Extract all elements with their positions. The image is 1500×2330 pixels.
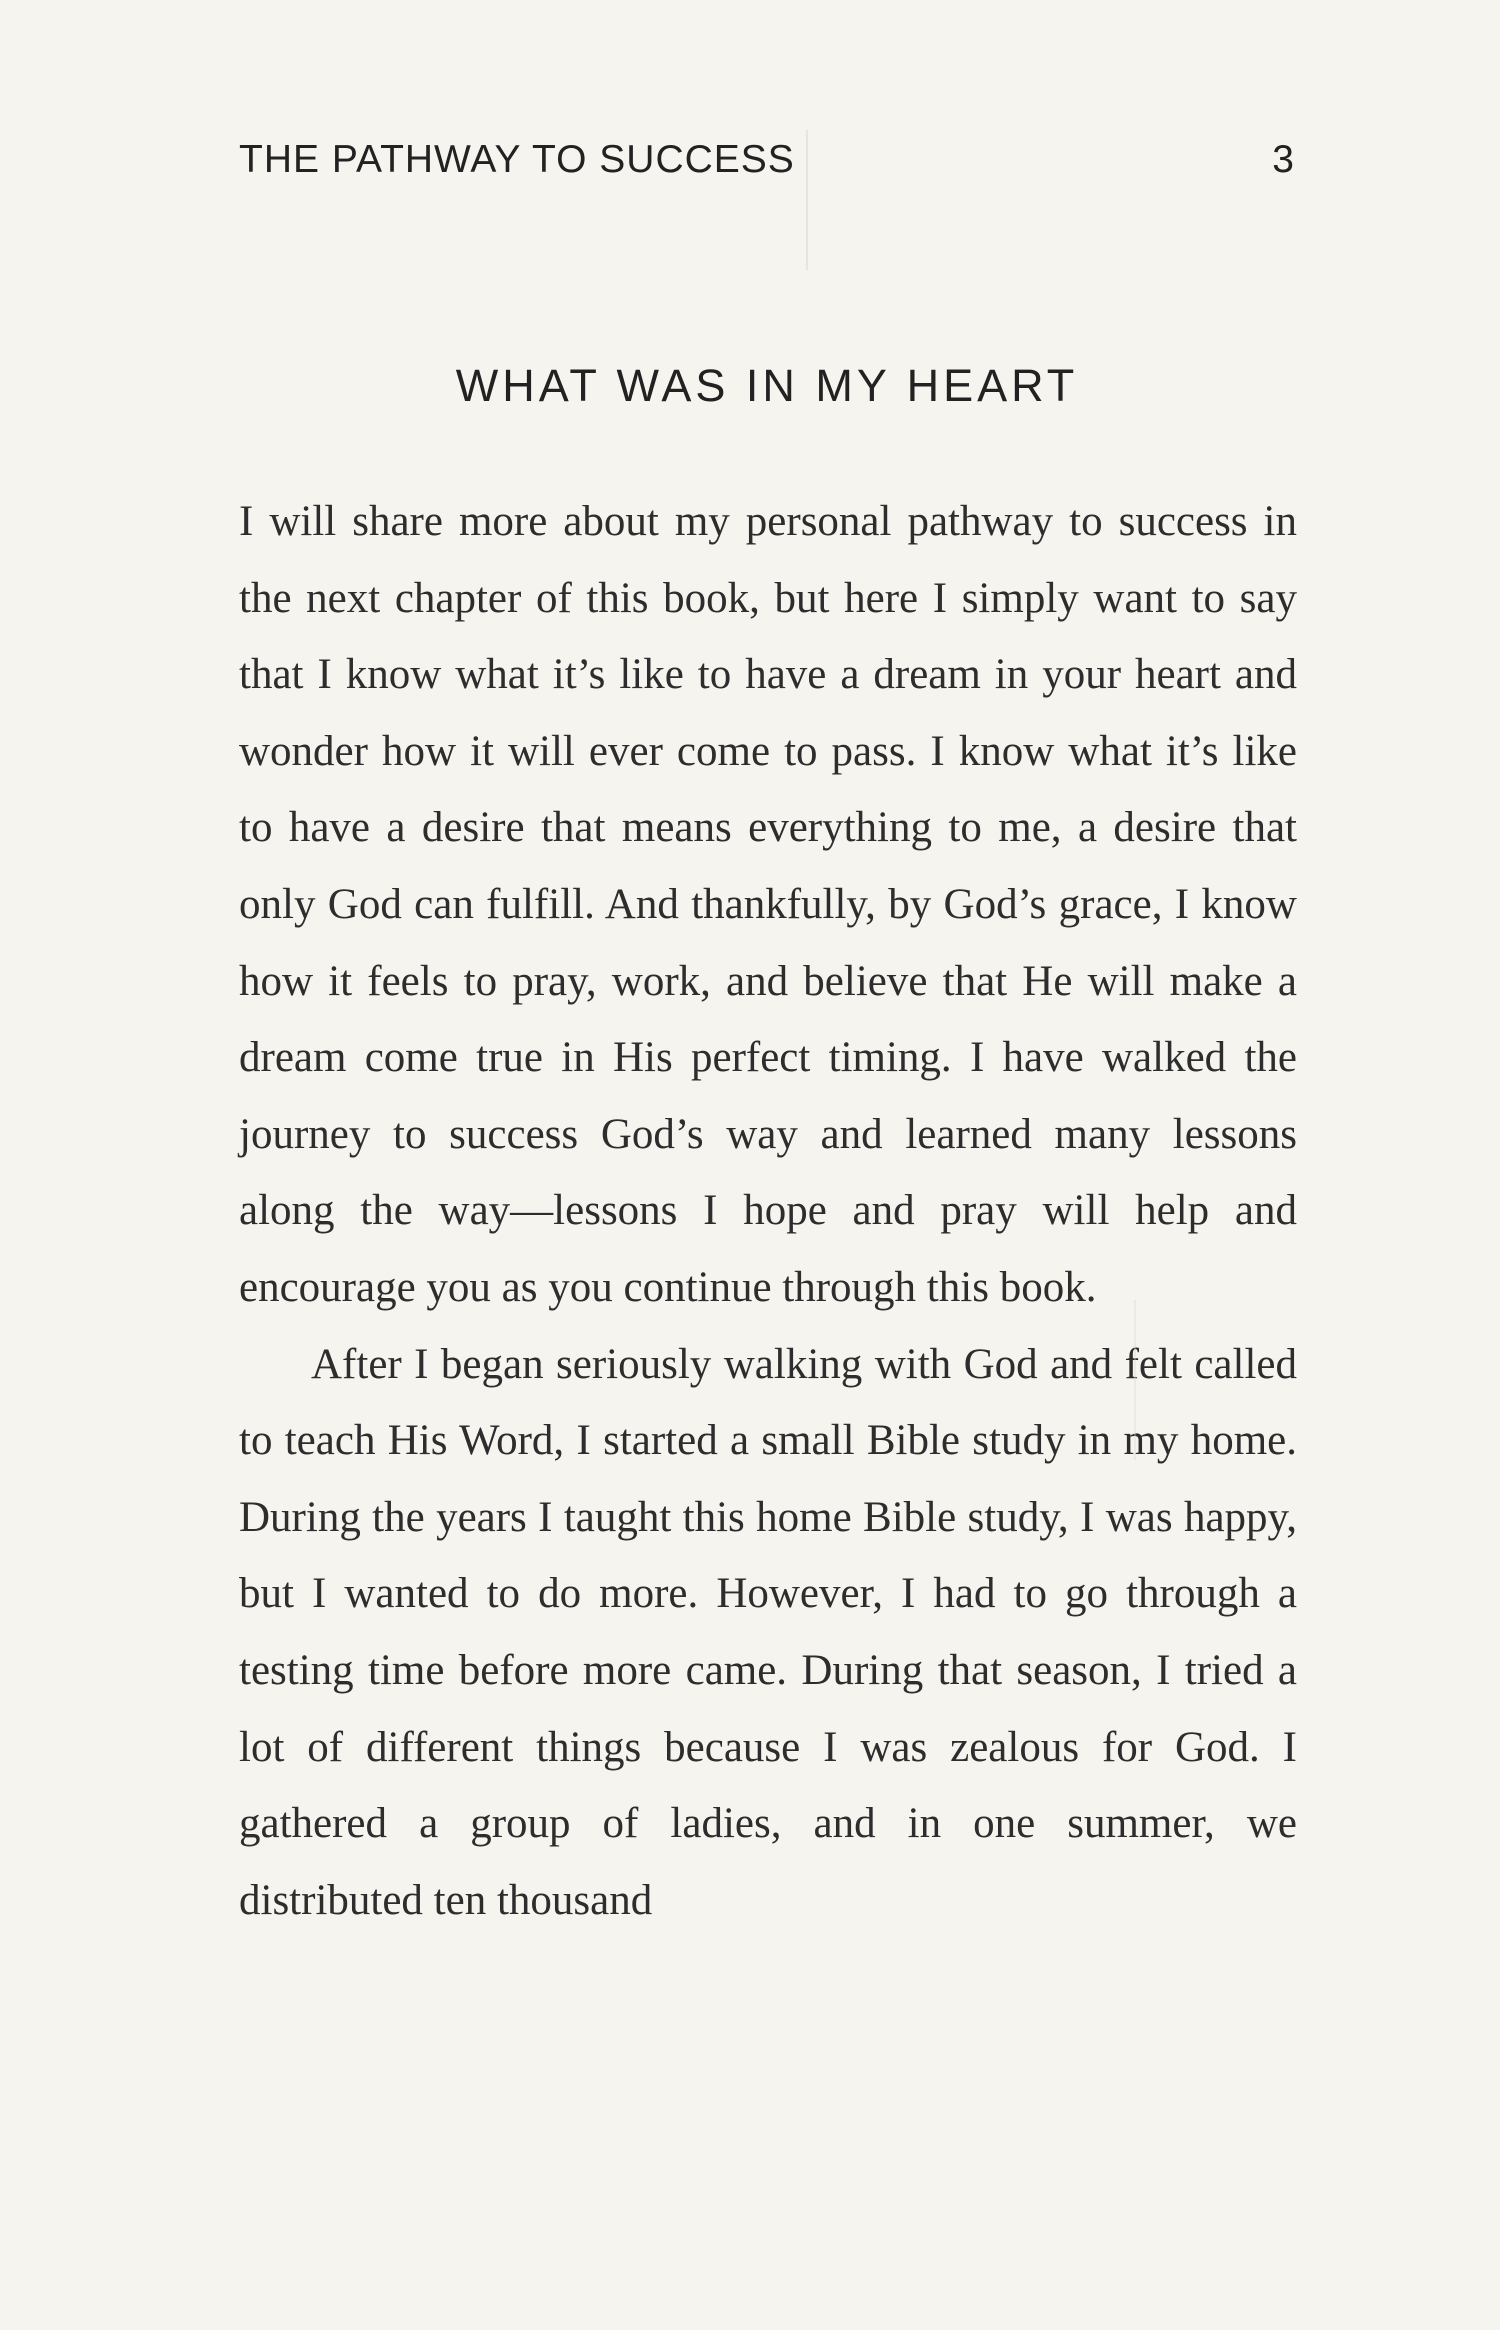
paragraph-2: After I began seriously walking with God and felt called to teach His Word, I started a small Bible study in my home. During the years I taught this home Bible study, I was happy, but I wanted to do more. However, I had to go through a testing time before more came. During that season, I tried a lot of different things because I was zealous for God. I gathered a group of ladies, and in one summer, we distributed ten thousand	[239, 1340, 1297, 1924]
section-heading: WHAT WAS IN MY HEART	[455, 360, 1079, 411]
running-title: THE PATHWAY TO SUCCESS	[239, 138, 795, 181]
running-head	[239, 138, 1295, 188]
scan-artifact-line	[1134, 1300, 1136, 1460]
paragraph-1: I will share more about my personal pathway to success in the next chapter of this book, but here I simply want to say that I know what it’s like to have a dream in your heart and wonder how it will ever come to pass. I know what it’s like to have a desire that means everything to me, a desire that only God can fulfill. And thankfully, by God’s grace, I know how it feels to pray, work, and believe that He will make a dream come true in His perfect timing. I have walked the journey to success God’s way and learned many lessons along the way—lessons I hope and pray will help and encourage you as you continue through this book.	[239, 498, 1297, 1311]
scan-artifact-line	[806, 130, 808, 270]
page-number: 3	[1272, 138, 1295, 181]
body-text	[239, 484, 1297, 1939]
